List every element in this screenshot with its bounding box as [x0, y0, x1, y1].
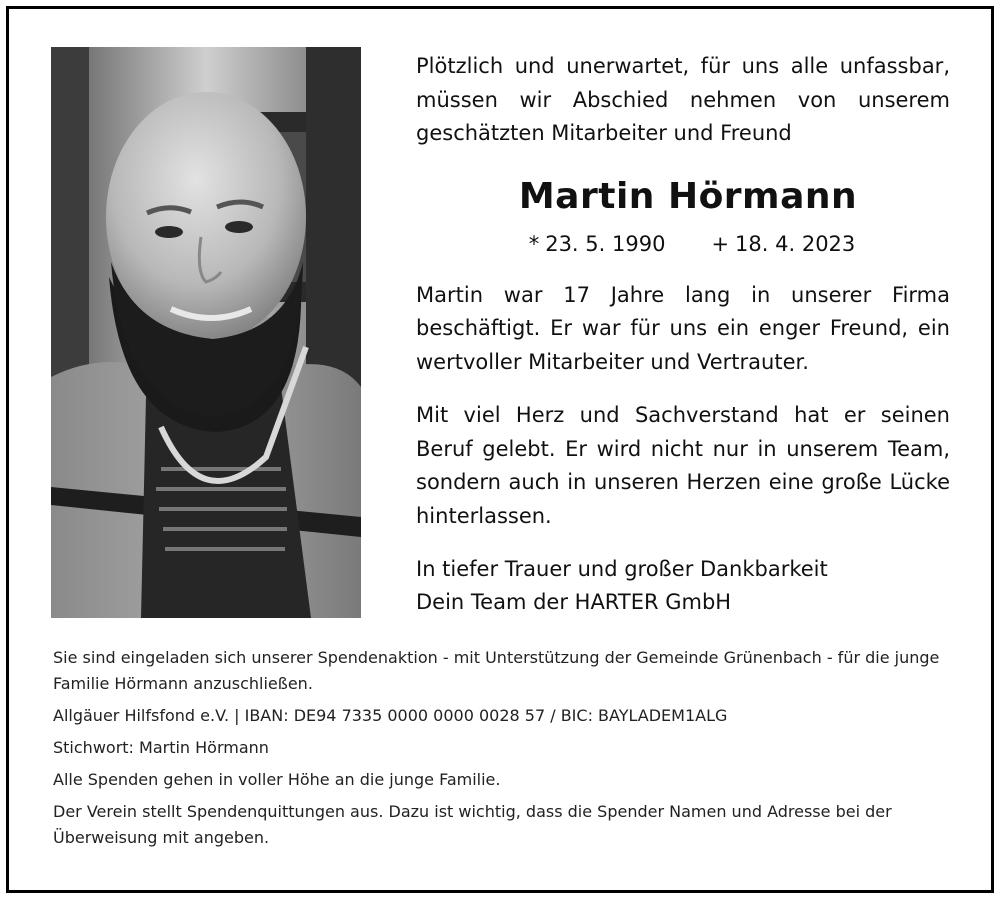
portrait-photo: [51, 47, 361, 618]
paragraph-tribute: Mit viel Herz und Sachverstand hat er seinen Beruf gelebt. Er wird nicht nur in unserem Team, sondern auch in unseren Herzen eine große Lücke hinterlassen.: [416, 403, 950, 528]
death-cross-icon: +: [711, 231, 730, 256]
death-date: [711, 229, 855, 259]
birth-date-value: 23. 5. 1990: [545, 231, 666, 256]
donation-info: [53, 645, 953, 857]
donation-receipt: Der Verein stellt Spendenquittungen aus. Dazu ist wichtig, dass die Spender Namen und Adresse bei der Überweisung mit angeben.: [53, 802, 892, 847]
signoff-line-1: In tiefer Trauer und großer Dankbarkeit: [416, 557, 828, 581]
paragraph-employment: Martin war 17 Jahre lang in unserer Firma beschäftigt. Er war für uns ein enger Freund, ein wertvoller Mitarbeiter und Vertrauter.: [416, 282, 950, 374]
intro-text: Plötzlich und unerwartet, für uns alle unfassbar, müssen wir Abschied nehmen von unserem geschätzten Mitarbeiter und Freund: [416, 54, 950, 145]
deceased-name: Martin Hörmann: [518, 175, 858, 217]
donation-keyword: Stichwort: Martin Hörmann: [53, 738, 269, 757]
donation-note: Alle Spenden gehen in voller Höhe an die junge Familie.: [53, 770, 501, 789]
donation-bank-details: Allgäuer Hilfsfond e.V. | IBAN: DE94 7335 0000 0000 0028 57 / BIC: BAYLADEM1ALG: [53, 706, 728, 725]
death-date-value: 18. 4. 2023: [735, 231, 856, 256]
life-dates: [416, 229, 950, 259]
signoff-line-2: Dein Team der HARTER GmbH: [416, 590, 732, 614]
birth-symbol-icon: *: [528, 231, 540, 256]
portrait-image: [51, 47, 361, 618]
donation-invite: Sie sind eingeladen sich unserer Spendenaktion - mit Unterstützung der Gemeinde Grünenbach - für die junge Familie Hörmann anzuschließen.: [53, 648, 940, 693]
birth-date: [529, 229, 666, 259]
notice-main-text: [416, 50, 950, 619]
